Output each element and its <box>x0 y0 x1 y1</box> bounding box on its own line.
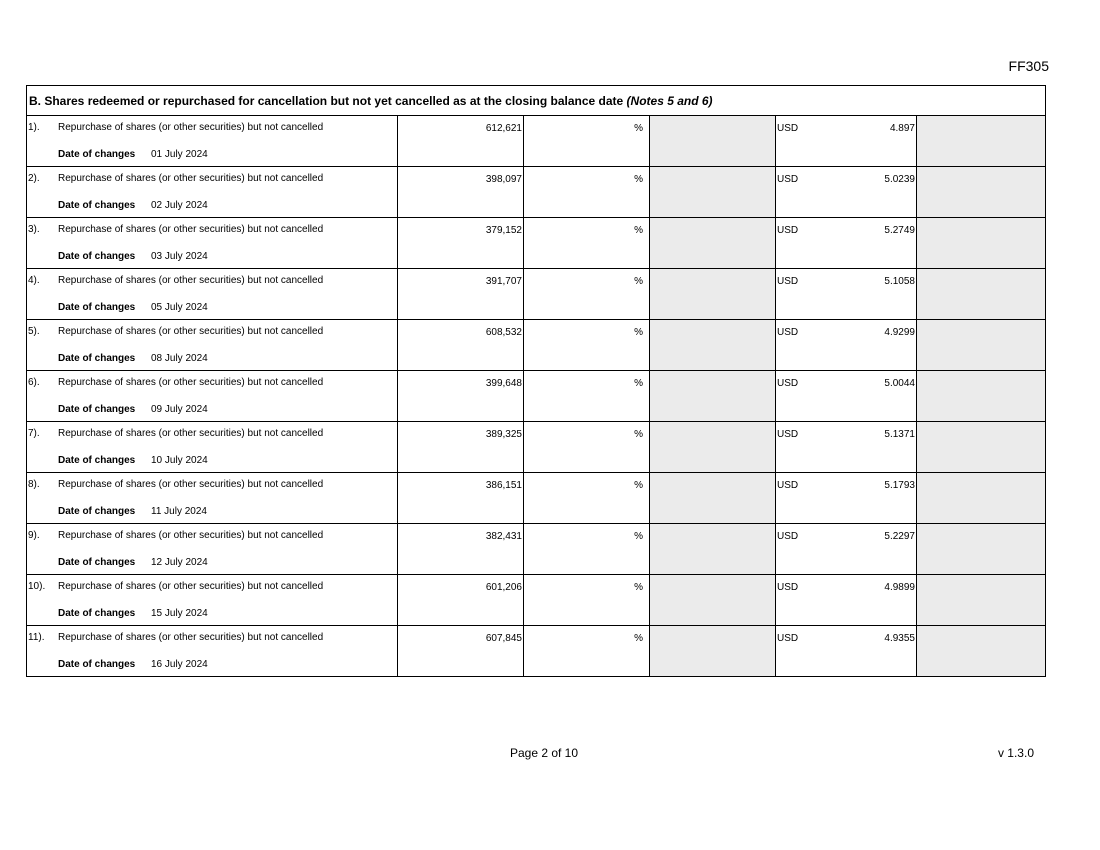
description-cell <box>27 473 398 524</box>
currency-label: USD <box>777 633 799 644</box>
currency-label: USD <box>777 276 799 287</box>
section-title-text: B. Shares redeemed or repurchased for cancellation but not yet cancelled as at the closing balance date <box>29 93 624 108</box>
currency-label: USD <box>777 123 799 134</box>
date-of-changes-value: 12 July 2024 <box>151 557 208 568</box>
percent-cell: % <box>524 473 650 524</box>
shaded-cell <box>650 524 776 575</box>
shaded-cell-end <box>917 116 1046 167</box>
shaded-cell-end <box>917 575 1046 626</box>
quantity-cell: 399,648 <box>398 371 524 422</box>
price-value: 5.1371 <box>884 429 915 440</box>
shaded-cell-end <box>917 371 1046 422</box>
table-row <box>27 422 1046 473</box>
row-number: 9). <box>28 530 40 541</box>
table-row <box>27 626 1046 677</box>
date-of-changes-label: Date of changes <box>58 200 136 211</box>
row-description: Repurchase of shares (or other securities) but not cancelled <box>58 479 324 490</box>
row-description: Repurchase of shares (or other securities) but not cancelled <box>58 224 324 235</box>
table-row <box>27 167 1046 218</box>
date-of-changes-value: 05 July 2024 <box>151 302 208 313</box>
shaded-cell <box>650 371 776 422</box>
description-cell <box>27 320 398 371</box>
date-of-changes-label: Date of changes <box>58 251 136 262</box>
row-number: 11). <box>28 632 45 643</box>
shaded-cell-end <box>917 320 1046 371</box>
price-value: 5.0239 <box>884 174 915 185</box>
price-cell <box>776 626 917 677</box>
row-description: Repurchase of shares (or other securities) but not cancelled <box>58 428 324 439</box>
row-number: 4). <box>28 275 40 286</box>
section-notes: (Notes 5 and 6) <box>626 93 713 108</box>
shaded-cell <box>650 218 776 269</box>
shaded-cell <box>650 269 776 320</box>
repurchase-table <box>26 85 1046 677</box>
price-cell <box>776 473 917 524</box>
price-value: 5.1793 <box>884 480 915 491</box>
description-cell <box>27 422 398 473</box>
quantity-cell: 382,431 <box>398 524 524 575</box>
currency-label: USD <box>777 174 799 185</box>
table-row <box>27 218 1046 269</box>
quantity-cell: 612,621 <box>398 116 524 167</box>
section-title <box>27 86 1046 116</box>
table-row <box>27 524 1046 575</box>
date-of-changes-value: 15 July 2024 <box>151 608 208 619</box>
price-cell <box>776 524 917 575</box>
description-cell <box>27 575 398 626</box>
quantity-cell: 389,325 <box>398 422 524 473</box>
row-number: 6). <box>28 377 40 388</box>
row-number: 2). <box>28 173 40 184</box>
price-cell <box>776 371 917 422</box>
shaded-cell <box>650 626 776 677</box>
description-cell <box>27 269 398 320</box>
percent-cell: % <box>524 422 650 473</box>
price-value: 5.2749 <box>884 225 915 236</box>
shaded-cell <box>650 575 776 626</box>
row-description: Repurchase of shares (or other securities) but not cancelled <box>58 581 324 592</box>
row-number: 3). <box>28 224 40 235</box>
row-description: Repurchase of shares (or other securities) but not cancelled <box>58 326 324 337</box>
shaded-cell-end <box>917 473 1046 524</box>
quantity-cell: 379,152 <box>398 218 524 269</box>
shaded-cell-end <box>917 524 1046 575</box>
price-value: 5.0044 <box>884 378 915 389</box>
shaded-cell-end <box>917 626 1046 677</box>
date-of-changes-value: 10 July 2024 <box>151 455 208 466</box>
version-label: v 1.3.0 <box>997 746 1034 760</box>
date-of-changes-value: 16 July 2024 <box>151 659 208 670</box>
percent-cell: % <box>524 167 650 218</box>
row-number: 8). <box>28 479 40 490</box>
percent-cell: % <box>524 269 650 320</box>
row-description: Repurchase of shares (or other securities) but not cancelled <box>58 122 324 133</box>
quantity-cell: 601,206 <box>398 575 524 626</box>
price-cell <box>776 422 917 473</box>
date-of-changes-label: Date of changes <box>58 302 136 313</box>
table-row <box>27 269 1046 320</box>
currency-label: USD <box>777 429 799 440</box>
description-cell <box>27 371 398 422</box>
row-description: Repurchase of shares (or other securities) but not cancelled <box>58 632 324 643</box>
section-header-row <box>27 86 1046 116</box>
description-cell <box>27 626 398 677</box>
page-number: Page 2 of 10 <box>509 746 579 760</box>
table-row <box>27 473 1046 524</box>
quantity-cell: 398,097 <box>398 167 524 218</box>
row-number: 10). <box>28 581 46 592</box>
percent-cell: % <box>524 116 650 167</box>
form-code: FF305 <box>1008 58 1049 74</box>
description-cell <box>27 116 398 167</box>
price-value: 4.9899 <box>884 582 915 593</box>
date-of-changes-label: Date of changes <box>58 506 136 517</box>
row-description: Repurchase of shares (or other securities) but not cancelled <box>58 377 324 388</box>
currency-label: USD <box>777 531 799 542</box>
date-of-changes-label: Date of changes <box>58 404 136 415</box>
quantity-cell: 386,151 <box>398 473 524 524</box>
table-row <box>27 116 1046 167</box>
price-value: 4.897 <box>889 123 915 134</box>
price-value: 4.9299 <box>884 327 915 338</box>
shaded-cell <box>650 422 776 473</box>
percent-cell: % <box>524 524 650 575</box>
date-of-changes-label: Date of changes <box>58 557 136 568</box>
shaded-cell-end <box>917 269 1046 320</box>
shaded-cell <box>650 473 776 524</box>
price-cell <box>776 218 917 269</box>
percent-cell: % <box>524 575 650 626</box>
shaded-cell <box>650 167 776 218</box>
date-of-changes-label: Date of changes <box>58 608 136 619</box>
row-number: 1). <box>28 122 40 133</box>
price-cell <box>776 320 917 371</box>
description-cell <box>27 524 398 575</box>
price-value: 5.1058 <box>884 276 915 287</box>
percent-cell: % <box>524 371 650 422</box>
shaded-cell <box>650 116 776 167</box>
percent-cell: % <box>524 218 650 269</box>
date-of-changes-value: 08 July 2024 <box>151 353 208 364</box>
date-of-changes-value: 11 July 2024 <box>151 506 207 517</box>
shaded-cell-end <box>917 167 1046 218</box>
table-row <box>27 575 1046 626</box>
shaded-cell <box>650 320 776 371</box>
price-value: 5.2297 <box>884 531 915 542</box>
percent-cell: % <box>524 320 650 371</box>
shaded-cell-end <box>917 422 1046 473</box>
price-cell <box>776 116 917 167</box>
row-description: Repurchase of shares (or other securities) but not cancelled <box>58 275 324 286</box>
date-of-changes-label: Date of changes <box>58 455 136 466</box>
price-cell <box>776 575 917 626</box>
date-of-changes-label: Date of changes <box>58 149 136 160</box>
price-value: 4.9355 <box>884 633 915 644</box>
row-number: 7). <box>28 428 40 439</box>
shaded-cell-end <box>917 218 1046 269</box>
price-cell <box>776 269 917 320</box>
row-description: Repurchase of shares (or other securities) but not cancelled <box>58 530 324 541</box>
date-of-changes-label: Date of changes <box>58 659 136 670</box>
percent-cell: % <box>524 626 650 677</box>
quantity-cell: 608,532 <box>398 320 524 371</box>
currency-label: USD <box>777 225 799 236</box>
currency-label: USD <box>777 582 799 593</box>
row-number: 5). <box>28 326 40 337</box>
row-description: Repurchase of shares (or other securities) but not cancelled <box>58 173 324 184</box>
price-cell <box>776 167 917 218</box>
date-of-changes-value: 02 July 2024 <box>151 200 208 211</box>
date-of-changes-value: 03 July 2024 <box>151 251 208 262</box>
table-row <box>27 371 1046 422</box>
date-of-changes-value: 01 July 2024 <box>151 149 208 160</box>
quantity-cell: 391,707 <box>398 269 524 320</box>
currency-label: USD <box>777 480 799 491</box>
date-of-changes-value: 09 July 2024 <box>151 404 208 415</box>
date-of-changes-label: Date of changes <box>58 353 136 364</box>
quantity-cell: 607,845 <box>398 626 524 677</box>
description-cell <box>27 167 398 218</box>
description-cell <box>27 218 398 269</box>
currency-label: USD <box>777 327 799 338</box>
table-row <box>27 320 1046 371</box>
currency-label: USD <box>777 378 799 389</box>
